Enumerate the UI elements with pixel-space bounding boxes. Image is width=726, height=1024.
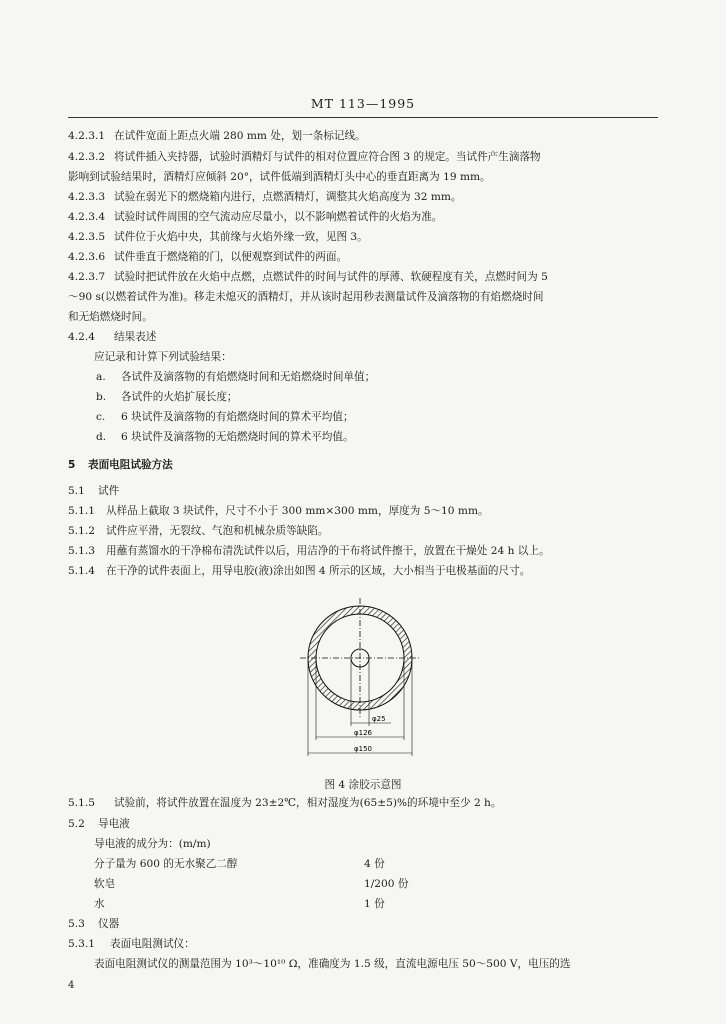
result-item-c: c. 6 块试件及滴落物的有焰燃烧时间的算术平均值； [96,411,354,423]
clause-5-1-2: 5.1.2 试件应平滑，无裂纹、气泡和机械杂质等缺陷。 [68,525,329,537]
clause-4-2-3-2: 4.2.3.2 将试件插入夹持器，试验时酒精灯与试件的相对位置应符合图 3 的规定。当试件产生滴落物 [68,151,541,163]
result-item-b: b. 各试件的火焰扩展长度； [96,391,238,403]
component-amount-2: 1/200 份 [364,878,409,890]
result-item-d: d. 6 块试件及滴落物的无焰燃烧时间的算术平均值。 [96,431,354,443]
tester-range-text: 表面电阻测试仪的测量范围为 10³～10¹⁰ Ω，准确度为 1.5 级，直流电源电压 50～500 V，电压的选 [94,958,571,970]
clause-4-2-4: 4.2.4 结果表述 [68,331,157,343]
clause-4-2-3-2-cont: 影响到试验结果时，酒精灯应倾斜 20°，试件低端到酒精灯头中心的垂直距离为 19 mm。 [68,171,491,183]
clause-5-1-4: 5.1.4 在干净的试件表面上，用导电胶(液)涂出如图 4 所示的区域，大小相当于电极基面的尺寸。 [68,565,531,577]
clause-5-2: 5.2 导电液 [68,818,130,830]
clause-4-2-3-7-cont2: 和无焰燃烧时间。 [68,311,153,323]
clause-5-3: 5.3 仪器 [68,918,120,930]
conductive-liquid-intro: 导电液的成分为：(m/m) [94,838,211,850]
clause-4-2-3-3: 4.2.3.3 试验在弱光下的燃烧箱内进行，点燃酒精灯，调整其火焰高度为 32 mm。 [68,191,462,203]
clause-4-2-3-7-cont1: ～90 s(以燃着试件为准)。移走未熄灭的酒精灯，并从该时起用秒表测量试件及滴落物的有焰燃烧时间 [68,291,544,303]
standard-header: MT 113—1995 [310,96,416,111]
clause-5-3-1: 5.3.1 表面电阻测试仪： [68,938,195,950]
clause-4-2-3-7: 4.2.3.7 试验时把试件放在火焰中点燃，点燃试件的时间与试件的厚薄、软硬程度有关，点燃时间为 5 [68,271,548,283]
header-rule [68,117,658,118]
clause-4-2-3-6: 4.2.3.6 试件垂直于燃烧箱的门，以便观察到试件的两面。 [68,251,348,263]
clause-5-1-1: 5.1.1 从样品上截取 3 块试件，尺寸不小于 300 mm×300 mm，厚度为 5～10 mm。 [68,505,489,517]
component-name-1: 分子量为 600 的无水聚乙二醇 [94,858,238,870]
result-item-a: a. 各试件及滴落物的有焰燃烧时间和无焰燃烧时间单值； [96,371,376,383]
clause-4-2-3-5: 4.2.3.5 试件位于火焰中央，其前缘与火焰外缘一致，见图 3。 [68,231,368,243]
section-5-title: 5 表面电阻试验方法 [68,459,173,471]
page-number: 4 [68,980,75,991]
clause-5-1-3: 5.1.3 用蘸有蒸馏水的干净棉布清洗试件以后，用洁净的干布将试件擦干，放置在干燥处 24 h 以上。 [68,545,550,557]
clause-5-1: 5.1 试件 [68,485,120,497]
dim-label-d150: φ150 [354,745,372,753]
clause-4-2-3-1: 4.2.3.1 在试件宽面上距点火端 280 mm 处，划一条标记线。 [68,130,366,142]
component-amount-3: 1 份 [364,898,385,910]
component-name-3: 水 [94,898,105,910]
figure-4-caption: 图 4 涂胶示意图 [324,779,402,791]
figure-4-coating-diagram [296,590,436,760]
component-name-2: 软皂 [94,878,116,890]
dim-label-d126: φ126 [354,729,372,737]
results-intro: 应记录和计算下列试验结果： [94,351,232,363]
clause-5-1-5: 5.1.5 试验前，将试件放置在温度为 23±2℃，相对湿度为(65±5)%的环境中至少 2 h。 [68,797,502,809]
clause-4-2-3-4: 4.2.3.4 试验时试件周围的空气流动应尽量小，以不影响燃着试件的火焰为准。 [68,211,443,223]
component-amount-1: 4 份 [364,858,385,870]
dim-label-d25: φ25 [372,715,386,723]
